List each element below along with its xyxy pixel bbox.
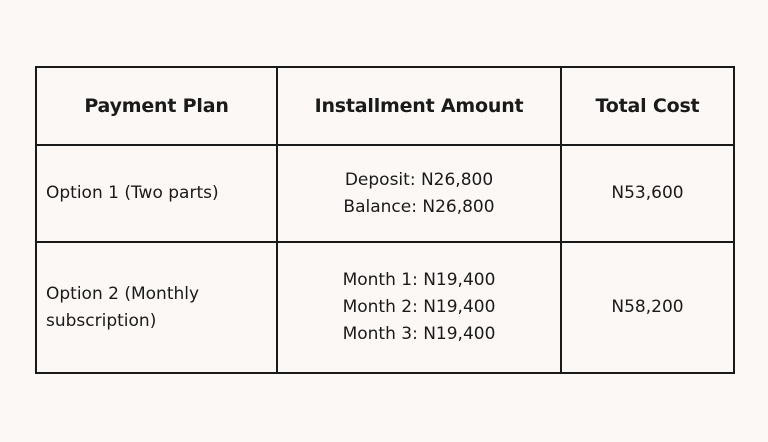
- table-row: [36, 242, 734, 373]
- table-header-row: [36, 67, 734, 145]
- installment-line: Deposit: N26,800: [344, 169, 494, 190]
- header-installment-amount: Installment Amount: [277, 67, 561, 145]
- installment-line: Month 2: N19,400: [342, 297, 496, 317]
- total-cost-cell: N58,200: [561, 242, 734, 373]
- header-payment-plan: Payment Plan: [36, 67, 277, 145]
- plan-cell: Option 2 (Monthly subscription): [36, 242, 277, 373]
- installment-cell: [277, 242, 561, 373]
- installment-line: Balance: N26,800: [343, 196, 495, 217]
- total-cost-cell: N53,600: [561, 145, 734, 242]
- installment-line: Month 3: N19,400: [342, 324, 496, 344]
- table-row: [36, 145, 734, 242]
- installment-cell: [277, 145, 561, 242]
- installment-line: Month 1: N19,400: [342, 270, 496, 290]
- plan-cell: Option 1 (Two parts): [36, 145, 277, 242]
- header-total-cost: Total Cost: [561, 67, 734, 145]
- payment-plan-table-container: [35, 66, 733, 376]
- payment-plan-table: [35, 66, 735, 374]
